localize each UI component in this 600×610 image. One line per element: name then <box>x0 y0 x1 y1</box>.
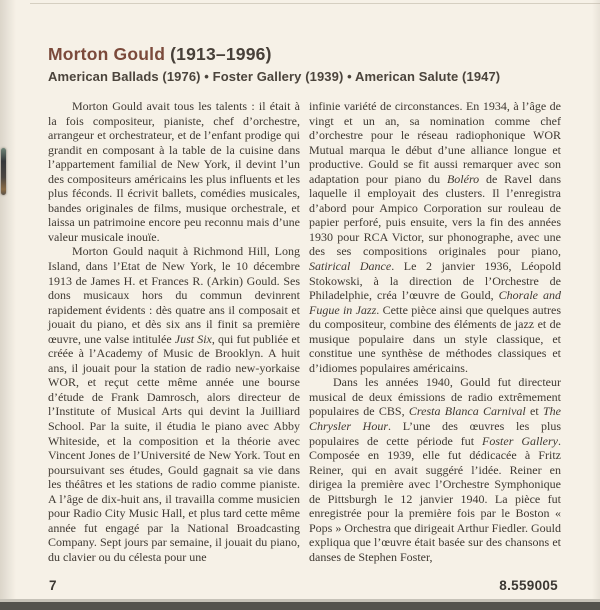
paragraph: Dans les années 1940, Gould fut directeur musical de deux émissions de radio extrêmement populaires de CBS, Cresta Blanca Carnival et The Chrysler Hour. L’une des œuvres les plus populaires de cette période fut Foster Gallery. Composée en 1939, elle fut dédicacée à Fritz Reiner, qui en avait suggéré l’idée. Reiner en dirigea la première avec l’Orchestre Symphonique de Pittsburgh le 12 janvier 1940. La pièce fut enregistrée pour la première fois par le Boston « Pops » Orchestra que dirigeait Arthur Fiedler. Gould expliqua que l’œuvre était basée sur des chansons et danses de Stephen Foster, <box>309 375 561 564</box>
right-column <box>309 99 561 565</box>
top-scan-line <box>30 3 600 4</box>
page-header <box>48 44 564 84</box>
works-subtitle: American Ballads (1976) • Foster Gallery (1939) • American Salute (1947) <box>48 69 501 84</box>
paragraph: Morton Gould naquit à Richmond Hill, Long Island, dans l’Etat de New York, le 10 décembre 1913 de James H. et Frances R. (Arkin) Gould. Ses dons musicaux hors du commun devinrent rapidement évidents : dès quatre ans il composait et jouait du piano, et dès six ans il finit sa première œuvre, une valse intitulée Just Six, qui fut publiée et créée à l’Academy of Music de Brooklyn. A huit ans, il jouait pour la station de radio new-yorkaise WOR, et reçut cette même année une bourse d’étude de Frank Damrosch, alors directeur de l’Institute of Musical Arts qui devint la Juilliard School. Par la suite, il étudia le piano avec Abby Whiteside, et la composition et la théorie avec Vincent Jones de l’Université de New York. Tout en poursuivant ses études, Gould gagnait sa vie dans les théâtres et les stations de radio comme pianiste. A l’âge de dix-huit ans, il travailla comme musicien pour Radio City Music Hall, et plus tard cette même année fut engagé par la National Broadcasting Company. Sept jours par semaine, il jouait du piano, du clavier ou du célesta pour une <box>48 244 300 564</box>
bottom-scan-edge <box>0 602 600 610</box>
page-number: 7 <box>49 578 57 593</box>
text-columns <box>48 99 561 565</box>
left-column <box>48 99 300 565</box>
right-scan-shadow <box>592 0 600 610</box>
catalog-number: 8.559005 <box>499 578 558 593</box>
composer-name: Morton Gould <box>48 44 166 64</box>
staple-icon <box>1 148 6 195</box>
paragraph: Morton Gould avait tous les talents : il était à la fois compositeur, pianiste, chef d’orchestre, arrangeur et orchestrateur, et de l’enfant prodige qui grandit en composant à la table de la cuisine dans l’appartement familial de New York, il devint l’un des compositeurs américains les plus influents et les plus féconds. Il écrivit ballets, comédies musicales, bandes originales de films, musique orchestrale, et laissa un patrimoine encore peu reconnu mais d’une valeur musicale inouïe. <box>48 99 300 244</box>
page-title <box>48 44 564 65</box>
left-scan-shadow <box>0 0 16 610</box>
composer-years: (1913–1996) <box>165 44 272 64</box>
paragraph: infinie variété de circonstances. En 1934, à l’âge de vingt et un an, sa nomination comme chef d’orchestre pour le réseau radiophonique WOR Mutual marqua le début d’une alliance longue et productive. Gould se fit aussi remarquer avec son adaptation pour piano du Boléro de Ravel dans laquelle il employait des clusters. Il l’enregistra d’abord pour Ampico Corporation sur rouleau de papier perforé, puis ensuite, vers la fin des années 1930 pour RCA Victor, sur phonographe, avec une des ses compositions originales pour piano, Satirical Dance. Le 2 janvier 1936, Léopold Stokowski, à la direction de l’Orchestre de Philadelphie, créa l’œuvre de Gould, Chorale and Fugue in Jazz. Cette pièce ainsi que quelques autres du compositeur, combine des éléments de jazz et de musique populaire dans un style classique, et constitue une synthèse de méthodes classiques et d’idiomes populaires américains. <box>309 99 562 375</box>
